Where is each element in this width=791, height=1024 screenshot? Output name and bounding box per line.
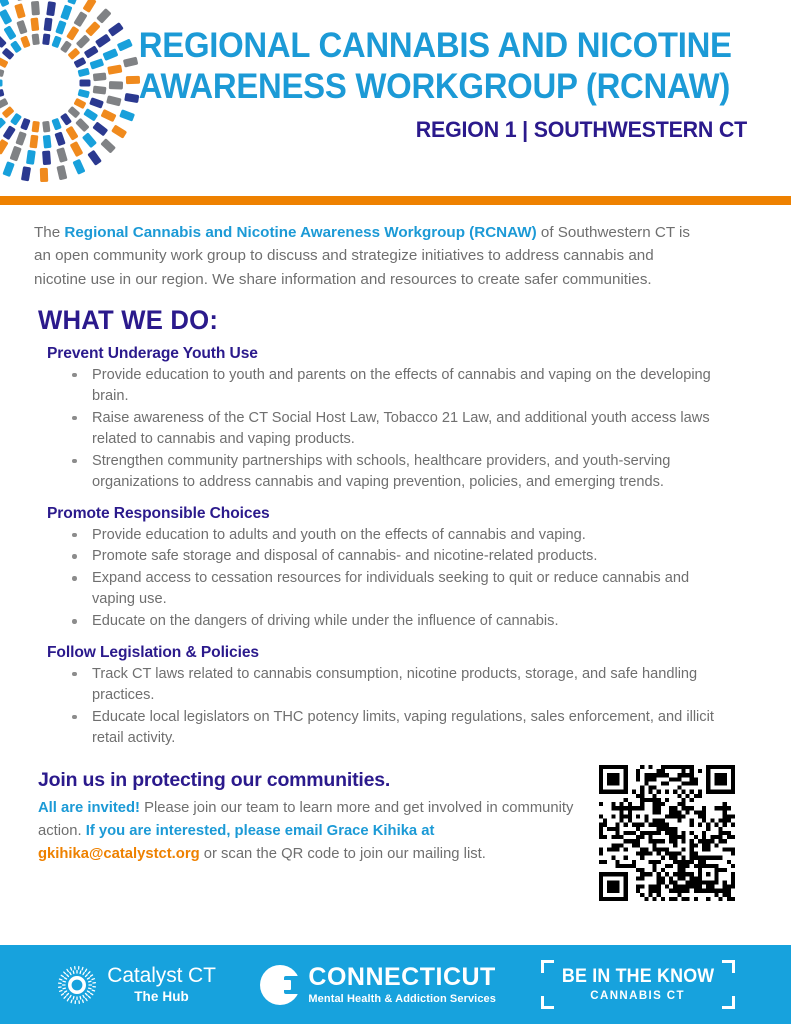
connecticut-tagline: Mental Health & Addiction Services [308,992,496,1005]
know-text [557,967,719,1003]
corner-bracket-br-icon [722,996,735,1009]
what-we-do-section [34,644,753,750]
cta-body1: Please join our team to learn more and get involved in community action. [38,800,574,840]
intro-bold-name: Regional Cannabis and Nicotine Awareness Workgroup (RCNAW) [64,224,537,241]
header-text-block [120,26,747,143]
list-item: Raise awareness of the CT Social Host Law, Tobacco 21 Law, and additional youth access laws related to cannabis and vaping products. [70,408,718,451]
footer-logo-catalyst-ct [56,964,216,1006]
cta-body [38,797,585,866]
qr-code-icon[interactable] [599,765,735,901]
section-title: Prevent Underage Youth Use [47,344,258,362]
orange-divider [0,196,791,205]
list-item: Expand access to cessation resources for individuals seeking to quit or reduce cannabis and vaping use. [70,568,718,611]
section-bullet-list [70,365,753,494]
list-item: Track CT laws related to cannabis consumption, nicotine products, storage, and safe handling practices. [70,664,718,707]
section-title: Follow Legislation & Policies [47,643,259,661]
catalyst-tagline: The Hub [134,988,189,1004]
contact-email[interactable]: gkihika@catalystct.org [38,846,200,863]
page-footer [0,945,791,1024]
main-content [0,205,791,945]
know-tagline: CANNABIS CT [590,989,685,1002]
section-bullet-list [70,525,753,633]
section-bullet-list [70,664,753,750]
corner-bracket-bl-icon [541,996,554,1009]
footer-logo-be-in-the-know [541,960,735,1010]
cta-heading: Join us in protecting our communities. [38,769,391,792]
intro-paragraph [34,221,699,291]
list-item: Educate on the dangers of driving while under the influence of cannabis. [70,611,718,632]
what-we-do-section [34,345,753,494]
page-title-line2: AWARENESS WORKGROUP (RCNAW) [138,66,731,106]
page-title-line1: REGIONAL CANNABIS AND NICOTINE [138,26,732,65]
catalyst-name: Catalyst CT [107,963,216,987]
what-we-do-section [34,505,753,633]
what-we-do-heading: WHAT WE DO: [38,304,219,335]
page-header [0,0,791,196]
list-item: Provide education to youth and parents on the effects of cannabis and vaping on the developing brain. [70,365,718,408]
catalyst-text [107,965,216,1004]
page-subtitle: REGION 1 | SOUTHWESTERN CT [415,117,747,143]
intro-after: of Southwestern CT is an open community work group to discuss and strategize initiatives to address cannabis and nicotine use in our region. We share information and resources to create safer communities. [34,224,691,288]
cta-text-block [34,769,585,866]
connecticut-text [308,962,496,1005]
cta-body2: or scan the QR code to join our mailing list. [199,846,486,863]
footer-logo-connecticut [260,962,496,1005]
list-item: Strengthen community partnerships with schools, healthcare providers, and youth-serving organizations to address cannabis and vaping prevention, policies, and emerging trends. [70,451,718,494]
corner-bracket-frame-icon [541,960,554,973]
catalyst-sunburst-icon [56,964,98,1006]
cta-interested: If you are interested, please email Grace Kihika at [85,823,435,840]
list-item: Educate local legislators on THC potency limits, vaping regulations, sales enforcement, and illicit retail activity. [70,707,718,750]
list-item: Provide education to adults and youth on the effects of cannabis and vaping. [70,525,718,546]
corner-bracket-tr-icon [722,960,735,973]
list-item: Promote safe storage and disposal of cannabis- and nicotine-related products. [70,546,718,567]
call-to-action [34,769,753,901]
connecticut-c-icon [260,965,300,1005]
sections-container [34,345,753,749]
cta-all-invited: All are invited! [38,800,140,817]
intro-before: The [34,224,65,241]
know-name: BE IN THE KNOW [561,965,714,987]
section-title: Promote Responsible Choices [47,504,270,522]
connecticut-name: CONNECTICUT [308,962,496,991]
